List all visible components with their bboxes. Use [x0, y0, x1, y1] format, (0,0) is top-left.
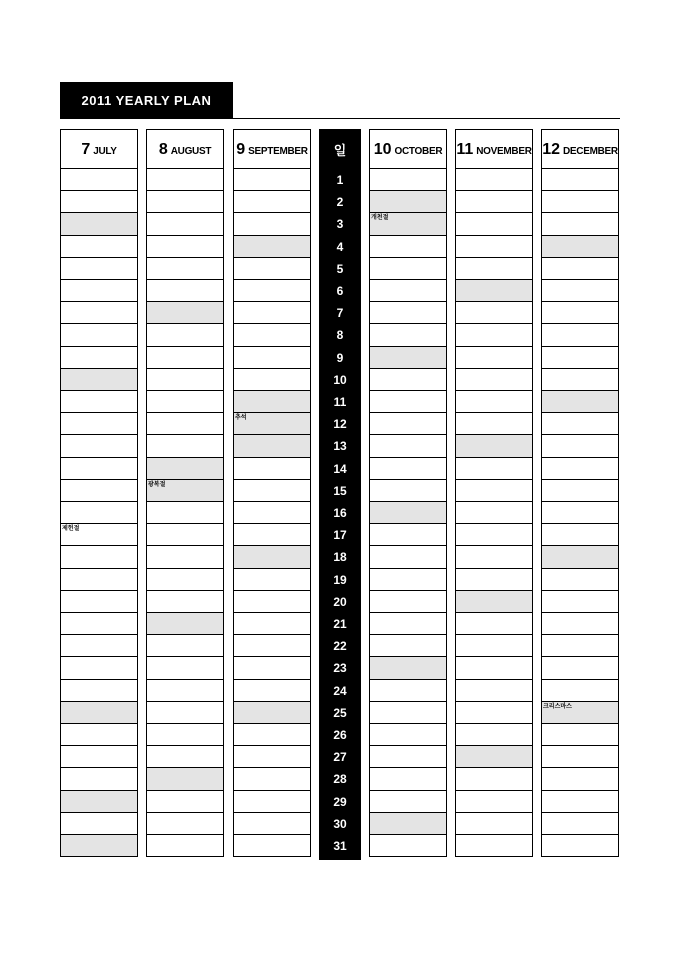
day-cell[interactable]	[541, 613, 619, 635]
day-cell[interactable]	[60, 480, 138, 502]
day-cell[interactable]	[455, 591, 533, 613]
day-cell[interactable]	[146, 169, 224, 191]
day-cell[interactable]	[455, 347, 533, 369]
day-cell[interactable]	[146, 813, 224, 835]
day-cell[interactable]	[146, 591, 224, 613]
day-cell[interactable]	[233, 435, 311, 457]
day-cell[interactable]	[233, 835, 311, 857]
day-cell[interactable]	[455, 258, 533, 280]
day-cell[interactable]	[369, 680, 447, 702]
day-cell[interactable]	[455, 502, 533, 524]
day-cell[interactable]	[541, 680, 619, 702]
day-cell[interactable]	[146, 369, 224, 391]
day-cell[interactable]	[146, 524, 224, 546]
month-number: 11	[456, 141, 474, 158]
day-cell[interactable]	[60, 702, 138, 724]
day-number: 8	[336, 328, 344, 343]
day-cell[interactable]	[233, 280, 311, 302]
day-cell[interactable]	[233, 413, 311, 435]
day-cell[interactable]	[369, 213, 447, 235]
month-number: 9	[236, 141, 246, 158]
day-cell[interactable]	[369, 502, 447, 524]
day-cell[interactable]	[60, 680, 138, 702]
day-cell[interactable]	[455, 413, 533, 435]
day-cell[interactable]	[233, 302, 311, 324]
day-cell[interactable]	[369, 324, 447, 346]
day-cell[interactable]	[233, 213, 311, 235]
month-number: 12	[542, 141, 560, 158]
day-cell[interactable]	[60, 724, 138, 746]
day-cell[interactable]	[369, 835, 447, 857]
day-cell[interactable]	[369, 569, 447, 591]
holiday-note: 제헌절	[62, 525, 80, 533]
day-cell[interactable]	[455, 657, 533, 679]
day-cell[interactable]	[369, 280, 447, 302]
day-cell[interactable]	[233, 458, 311, 480]
title-rule	[60, 118, 620, 119]
day-cell[interactable]	[60, 657, 138, 679]
day-cell[interactable]	[455, 369, 533, 391]
day-cell[interactable]	[541, 546, 619, 568]
day-cell[interactable]	[369, 302, 447, 324]
day-cell[interactable]	[369, 635, 447, 657]
day-cell[interactable]	[233, 258, 311, 280]
day-cell[interactable]	[233, 169, 311, 191]
day-cell[interactable]	[146, 413, 224, 435]
day-cell[interactable]	[369, 768, 447, 790]
day-cell[interactable]	[233, 191, 311, 213]
day-cell[interactable]	[146, 768, 224, 790]
day-cell[interactable]	[455, 302, 533, 324]
day-cell[interactable]	[541, 768, 619, 790]
day-cell[interactable]	[146, 302, 224, 324]
day-cell[interactable]	[541, 569, 619, 591]
day-cell[interactable]	[369, 813, 447, 835]
day-cell[interactable]	[233, 746, 311, 768]
day-cell[interactable]	[60, 391, 138, 413]
day-cell[interactable]	[541, 169, 619, 191]
holiday-note: 개천절	[371, 214, 389, 222]
holiday-note: 추석	[235, 414, 247, 422]
day-cell[interactable]	[233, 480, 311, 502]
day-cell[interactable]	[146, 191, 224, 213]
day-number: 23	[333, 661, 347, 676]
day-number: 10	[333, 372, 347, 387]
day-cell[interactable]	[541, 835, 619, 857]
day-cell[interactable]	[369, 191, 447, 213]
day-cell[interactable]	[541, 480, 619, 502]
month-name: NOVEMBER	[476, 146, 532, 157]
day-cell[interactable]	[60, 413, 138, 435]
day-cell[interactable]	[60, 502, 138, 524]
day-number: 27	[333, 750, 347, 765]
day-number: 4	[336, 239, 344, 254]
day-cell[interactable]	[541, 347, 619, 369]
month-name: JULY	[93, 146, 117, 157]
day-cell[interactable]	[60, 258, 138, 280]
day-number: 25	[333, 705, 347, 720]
day-cell[interactable]	[60, 347, 138, 369]
day-cell[interactable]	[369, 746, 447, 768]
day-cell[interactable]	[60, 768, 138, 790]
day-cell[interactable]	[455, 569, 533, 591]
month-header	[455, 129, 533, 169]
day-cell[interactable]	[233, 524, 311, 546]
day-cell[interactable]	[146, 724, 224, 746]
day-cell[interactable]	[60, 280, 138, 302]
day-cell[interactable]	[233, 768, 311, 790]
day-cell[interactable]	[146, 835, 224, 857]
day-cell[interactable]	[455, 169, 533, 191]
day-cell[interactable]	[369, 369, 447, 391]
day-cell[interactable]	[369, 413, 447, 435]
day-cell[interactable]	[60, 324, 138, 346]
day-cell[interactable]	[369, 169, 447, 191]
month-header	[369, 129, 447, 169]
day-cell[interactable]	[146, 546, 224, 568]
day-number: 20	[333, 594, 347, 609]
day-cell[interactable]	[541, 236, 619, 258]
day-number: 3	[336, 217, 344, 232]
day-number: 11	[333, 395, 347, 410]
day-cell[interactable]	[541, 324, 619, 346]
day-number: 24	[333, 683, 347, 698]
day-cell[interactable]	[369, 546, 447, 568]
day-cell[interactable]	[455, 435, 533, 457]
day-cell[interactable]	[233, 324, 311, 346]
month-column-november	[455, 129, 533, 169]
day-cell[interactable]	[369, 591, 447, 613]
day-cell[interactable]	[369, 391, 447, 413]
day-cell[interactable]	[541, 302, 619, 324]
day-cell[interactable]	[455, 213, 533, 235]
day-cell[interactable]	[541, 724, 619, 746]
day-cell[interactable]	[233, 791, 311, 813]
day-cell[interactable]	[60, 369, 138, 391]
day-cell[interactable]	[455, 791, 533, 813]
day-cell[interactable]	[233, 236, 311, 258]
day-cell[interactable]	[60, 524, 138, 546]
day-number: 7	[336, 306, 344, 321]
day-cell[interactable]	[146, 435, 224, 457]
day-cell[interactable]	[233, 591, 311, 613]
day-cell[interactable]	[146, 702, 224, 724]
day-number: 16	[333, 506, 347, 521]
day-cell[interactable]	[455, 768, 533, 790]
day-cell[interactable]	[60, 791, 138, 813]
day-cell[interactable]	[233, 546, 311, 568]
day-cell[interactable]	[541, 591, 619, 613]
day-cell[interactable]	[455, 613, 533, 635]
month-number: 7	[81, 141, 91, 158]
day-cell[interactable]	[233, 347, 311, 369]
month-header	[541, 129, 619, 169]
day-cell[interactable]	[60, 591, 138, 613]
day-cell[interactable]	[60, 835, 138, 857]
day-cell[interactable]	[146, 569, 224, 591]
day-cell[interactable]	[146, 680, 224, 702]
day-cell[interactable]	[455, 702, 533, 724]
day-cell[interactable]	[541, 746, 619, 768]
day-cell[interactable]	[60, 635, 138, 657]
day-cell[interactable]	[541, 413, 619, 435]
day-number: 29	[333, 794, 347, 809]
day-cell[interactable]	[146, 213, 224, 235]
holiday-note: 크리스마스	[543, 702, 572, 710]
month-name: OCTOBER	[394, 146, 443, 157]
day-number: 26	[333, 728, 347, 743]
holiday-note: 광복절	[148, 480, 166, 488]
day-cell[interactable]	[233, 369, 311, 391]
day-cell[interactable]	[541, 657, 619, 679]
day-cell[interactable]	[146, 746, 224, 768]
day-number: 2	[336, 195, 344, 210]
day-cell[interactable]	[369, 657, 447, 679]
day-cell[interactable]	[541, 524, 619, 546]
day-cell[interactable]	[455, 191, 533, 213]
day-cell[interactable]	[60, 191, 138, 213]
day-cell[interactable]	[455, 324, 533, 346]
day-cell[interactable]	[541, 191, 619, 213]
day-cell[interactable]	[455, 724, 533, 746]
day-cell[interactable]	[455, 391, 533, 413]
page-title: 2011 YEARLY PLAN	[60, 82, 233, 119]
day-cell[interactable]	[541, 791, 619, 813]
day-cell[interactable]	[233, 502, 311, 524]
day-number: 13	[333, 439, 347, 454]
day-cell[interactable]	[233, 613, 311, 635]
day-cell[interactable]	[541, 435, 619, 457]
day-cell[interactable]	[369, 458, 447, 480]
day-cell[interactable]	[146, 458, 224, 480]
day-cell[interactable]	[146, 391, 224, 413]
day-number: 6	[336, 284, 344, 299]
day-cell[interactable]	[60, 236, 138, 258]
day-cell[interactable]	[541, 813, 619, 835]
day-cell[interactable]	[369, 435, 447, 457]
day-cell[interactable]	[60, 613, 138, 635]
month-header	[233, 129, 311, 169]
day-cell[interactable]	[369, 791, 447, 813]
day-cell[interactable]	[369, 613, 447, 635]
day-number: 15	[333, 483, 347, 498]
day-number: 19	[333, 572, 347, 587]
month-column-december	[541, 129, 619, 710]
day-cell[interactable]	[369, 480, 447, 502]
day-cell[interactable]	[60, 813, 138, 835]
day-cell[interactable]	[60, 213, 138, 235]
day-cell[interactable]	[60, 169, 138, 191]
day-cell[interactable]	[60, 546, 138, 568]
month-number: 10	[373, 141, 392, 158]
day-cell[interactable]	[146, 791, 224, 813]
month-number: 8	[158, 141, 168, 158]
day-number: 31	[333, 839, 347, 854]
day-number: 18	[333, 550, 347, 565]
day-cell[interactable]	[541, 280, 619, 302]
day-number: 30	[333, 816, 347, 831]
day-cell[interactable]	[233, 569, 311, 591]
month-header	[60, 129, 138, 169]
day-cell[interactable]	[146, 480, 224, 502]
day-cell[interactable]	[146, 280, 224, 302]
day-cell[interactable]	[146, 324, 224, 346]
day-cell[interactable]	[60, 458, 138, 480]
day-cell[interactable]	[369, 258, 447, 280]
day-cell[interactable]	[541, 635, 619, 657]
day-cell[interactable]	[146, 502, 224, 524]
day-cell[interactable]	[60, 746, 138, 768]
day-number: 22	[333, 639, 347, 654]
month-column-september	[233, 129, 311, 422]
month-name: SEPTEMBER	[248, 146, 308, 157]
day-cell[interactable]	[369, 347, 447, 369]
day-cell[interactable]	[60, 569, 138, 591]
month-column-october	[369, 129, 447, 222]
day-cell[interactable]	[455, 236, 533, 258]
day-header: 일	[333, 143, 347, 159]
day-cell[interactable]	[233, 724, 311, 746]
day-number: 5	[336, 261, 344, 276]
day-cell[interactable]	[455, 524, 533, 546]
day-number: 21	[333, 617, 347, 632]
day-cell[interactable]	[541, 458, 619, 480]
day-cell[interactable]	[233, 635, 311, 657]
month-name: DECEMBER	[562, 146, 618, 157]
day-cell[interactable]	[455, 480, 533, 502]
day-number: 28	[333, 772, 347, 787]
day-cell[interactable]	[146, 347, 224, 369]
day-cell[interactable]	[455, 458, 533, 480]
day-cell[interactable]	[60, 302, 138, 324]
month-column-july	[60, 129, 138, 533]
day-cell[interactable]	[369, 236, 447, 258]
day-cell[interactable]	[369, 702, 447, 724]
day-cell[interactable]	[233, 680, 311, 702]
day-cell[interactable]	[541, 702, 619, 724]
day-cell[interactable]	[233, 391, 311, 413]
day-cell[interactable]	[541, 502, 619, 524]
day-cell[interactable]	[369, 724, 447, 746]
day-cell[interactable]	[146, 657, 224, 679]
day-number: 1	[336, 173, 344, 188]
month-name: AUGUST	[170, 146, 212, 157]
day-cell[interactable]	[146, 635, 224, 657]
day-cell[interactable]	[541, 391, 619, 413]
day-cell[interactable]	[455, 835, 533, 857]
day-cell[interactable]	[233, 702, 311, 724]
day-cell[interactable]	[541, 258, 619, 280]
day-cell[interactable]	[146, 236, 224, 258]
day-column	[319, 129, 361, 860]
day-cell[interactable]	[455, 635, 533, 657]
day-cell[interactable]	[146, 258, 224, 280]
day-number: 9	[336, 350, 344, 365]
day-cell[interactable]	[455, 813, 533, 835]
day-cell[interactable]	[60, 435, 138, 457]
day-number: 12	[333, 417, 347, 432]
day-cell[interactable]	[233, 657, 311, 679]
day-cell[interactable]	[455, 746, 533, 768]
day-cell[interactable]	[455, 546, 533, 568]
day-cell[interactable]	[146, 613, 224, 635]
day-number: 14	[333, 461, 347, 476]
day-cell[interactable]	[369, 524, 447, 546]
day-cell[interactable]	[455, 680, 533, 702]
month-column-august	[146, 129, 224, 488]
day-cell[interactable]	[541, 369, 619, 391]
day-number: 17	[333, 528, 347, 543]
day-cell[interactable]	[455, 280, 533, 302]
day-cell[interactable]	[233, 813, 311, 835]
month-header	[146, 129, 224, 169]
day-cell[interactable]	[541, 213, 619, 235]
